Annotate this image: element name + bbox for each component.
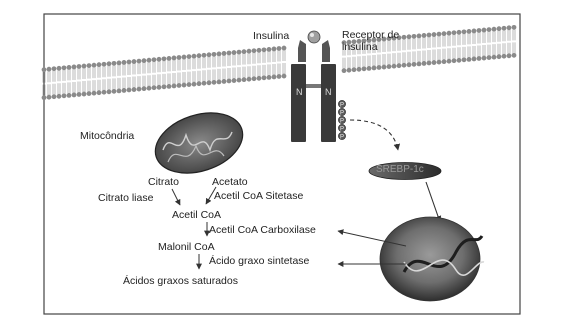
lipid-head — [282, 74, 287, 79]
lipid-head — [182, 55, 187, 60]
phosphate-mark: P — [340, 126, 345, 133]
mitochondria-shape — [148, 102, 251, 183]
lipid-head — [112, 61, 117, 66]
lipid-head — [272, 75, 277, 80]
phosphate-mark: P — [340, 110, 345, 117]
lipid-head — [237, 50, 242, 55]
lipid-head — [202, 53, 207, 58]
lipid-head — [432, 32, 437, 37]
lipid-head — [222, 79, 227, 84]
lipid-head — [77, 92, 82, 97]
lipid-head — [187, 54, 192, 59]
lipid-head — [197, 81, 202, 86]
lipid-head — [472, 29, 477, 34]
lipid-head — [52, 94, 57, 99]
lipid-head — [237, 78, 242, 83]
lipid-head — [472, 57, 477, 62]
insulin-highlight — [310, 33, 314, 37]
lipid-head — [277, 74, 282, 79]
lipid-head — [167, 84, 172, 89]
lipid-head — [227, 51, 232, 56]
lipid-head — [427, 61, 432, 66]
lipid-head — [492, 55, 497, 60]
lipid-head — [362, 66, 367, 71]
lipid-head — [272, 47, 277, 52]
lipid-head — [477, 56, 482, 61]
fatty-acid-synthase-label: Ácido graxo sintetase — [209, 255, 310, 267]
lipid-head — [257, 76, 262, 81]
lipid-head — [212, 52, 217, 57]
lipid-head — [427, 33, 432, 38]
malonylcoa-label: Malonil CoA — [158, 241, 215, 253]
insulin-receptor — [291, 40, 336, 142]
lipid-head — [417, 61, 422, 66]
lipid-head — [487, 55, 492, 60]
lipid-head — [452, 58, 457, 63]
lipid-head — [217, 79, 222, 84]
lipid-head — [457, 30, 462, 35]
lipid-head — [447, 59, 452, 64]
lipid-head — [417, 33, 422, 38]
lipid-head — [247, 49, 252, 54]
lipid-head — [192, 54, 197, 59]
lipid-head — [252, 48, 257, 53]
lipid-head — [117, 60, 122, 65]
lipid-head — [262, 75, 267, 80]
lipid-head — [227, 79, 232, 84]
nucleus — [380, 217, 484, 301]
lipid-head — [247, 77, 252, 82]
lipid-head — [112, 89, 117, 94]
lipid-head — [402, 63, 407, 68]
lipid-head — [397, 63, 402, 68]
lipid-head — [102, 90, 107, 95]
lipid-head — [82, 64, 87, 69]
lipid-head — [392, 64, 397, 69]
lipid-head — [462, 29, 467, 34]
lipid-head — [482, 56, 487, 61]
lipid-head — [72, 93, 77, 98]
lipid-head — [167, 56, 172, 61]
lipid-head — [467, 29, 472, 34]
lipid-head — [102, 62, 107, 67]
lipid-head — [487, 27, 492, 32]
lipid-head — [42, 67, 47, 72]
lipid-head — [217, 51, 222, 56]
lipid-head — [382, 65, 387, 70]
lipid-head — [452, 30, 457, 35]
activation-arrow — [350, 120, 398, 150]
receptor-n-right: N — [325, 87, 332, 97]
lipid-head — [147, 58, 152, 63]
phosphate-mark: P — [340, 118, 345, 125]
lipid-head — [47, 67, 52, 72]
lipid-head — [407, 62, 412, 67]
lipid-head — [122, 88, 127, 93]
acetate-label: Acetato — [212, 176, 248, 188]
lipid-head — [412, 34, 417, 39]
mitochondria-label: Mitocôndria — [80, 130, 135, 142]
lipid-head — [67, 93, 72, 98]
lipid-head — [512, 25, 517, 30]
lipid-head — [502, 26, 507, 31]
receptor-alpha-right — [322, 40, 330, 62]
lipid-head — [512, 53, 517, 58]
lipid-head — [502, 54, 507, 59]
lipid-head — [282, 46, 287, 51]
lipid-head — [62, 65, 67, 70]
lipid-head — [232, 78, 237, 83]
saturated-fatty-acids-label: Ácidos graxos saturados — [123, 275, 238, 287]
citrate-label: Citrato — [148, 176, 179, 188]
lipid-head — [277, 46, 282, 51]
acetylcoa-synthetase-label: Acetil CoA Sitetase — [214, 190, 304, 202]
acetylcoa-carboxylase-label: Acetil CoA Carboxilase — [209, 224, 316, 236]
lipid-head — [92, 91, 97, 96]
lipid-head — [142, 86, 147, 91]
lipid-head — [87, 63, 92, 68]
lipid-head — [92, 63, 97, 68]
lipid-head — [87, 91, 92, 96]
lipid-head — [267, 47, 272, 52]
lipid-head — [457, 58, 462, 63]
lipid-head — [372, 66, 377, 71]
lipid-head — [97, 62, 102, 67]
lipid-head — [77, 64, 82, 69]
lipid-head — [462, 57, 467, 62]
lipid-head — [507, 53, 512, 58]
acetylcoa-label: Acetil CoA — [172, 209, 222, 221]
lipid-head — [72, 65, 77, 70]
phosphate-mark: P — [340, 134, 345, 141]
lipid-head — [182, 83, 187, 88]
receptor-label: Receptor de insulina — [342, 29, 400, 53]
lipid-head — [67, 65, 72, 70]
lipid-head — [172, 56, 177, 61]
lipid-head — [137, 59, 142, 64]
lipid-head — [437, 60, 442, 65]
lipid-head — [347, 68, 352, 73]
lipid-head — [222, 51, 227, 56]
lipid-head — [127, 88, 132, 93]
lipid-head — [162, 84, 167, 89]
lipid-head — [192, 82, 197, 87]
lipid-head — [177, 55, 182, 60]
lipid-head — [492, 27, 497, 32]
insulin-label: Insulina — [253, 30, 290, 42]
lipid-head — [157, 85, 162, 90]
lipid-head — [442, 31, 447, 36]
lipid-head — [447, 31, 452, 36]
lipid-head — [367, 66, 372, 71]
lipid-head — [467, 57, 472, 62]
lipid-head — [342, 68, 347, 73]
lipid-head — [82, 92, 87, 97]
lipid-head — [402, 35, 407, 40]
lipid-head — [207, 52, 212, 57]
lipid-head — [252, 76, 257, 81]
lipid-head — [147, 86, 152, 91]
lipid-head — [497, 54, 502, 59]
lipid-head — [122, 60, 127, 65]
lipid-head — [62, 93, 67, 98]
citrate-lyase-label: Citrato liase — [98, 192, 154, 204]
lipid-head — [497, 26, 502, 31]
lipid-head — [57, 94, 62, 99]
lipid-head — [202, 81, 207, 86]
lipid-head — [172, 84, 177, 89]
lipid-head — [232, 50, 237, 55]
lipid-head — [242, 49, 247, 54]
receptor-alpha-left — [298, 40, 306, 62]
lipid-head — [377, 65, 382, 70]
lipid-head — [212, 80, 217, 85]
lipid-head — [57, 66, 62, 71]
lipid-head — [42, 95, 47, 100]
lipid-head — [507, 25, 512, 30]
lipid-head — [132, 87, 137, 92]
lipid-head — [242, 77, 247, 82]
lipid-head — [387, 64, 392, 69]
lipid-head — [422, 33, 427, 38]
lipid-head — [97, 90, 102, 95]
lipid-head — [47, 95, 52, 100]
receptor-bridge — [306, 84, 321, 88]
phosphate-mark: P — [340, 102, 345, 109]
lipid-head — [257, 48, 262, 53]
lipid-head — [482, 28, 487, 33]
lipid-head — [267, 75, 272, 80]
lipid-head — [477, 28, 482, 33]
srebp-label: SREBP-1c — [376, 164, 424, 175]
lipid-head — [407, 34, 412, 39]
lipid-head — [177, 83, 182, 88]
lipid-head — [142, 58, 147, 63]
lipid-head — [152, 57, 157, 62]
lipid-head — [157, 57, 162, 62]
lipid-head — [137, 87, 142, 92]
lipid-head — [437, 32, 442, 37]
lipid-head — [197, 53, 202, 58]
lipid-head — [432, 60, 437, 65]
lipid-head — [107, 61, 112, 66]
lipid-head — [127, 60, 132, 65]
insulin-molecule — [308, 31, 320, 43]
phosphate-group — [338, 100, 345, 140]
citrate-arrow — [172, 189, 180, 205]
lipid-head — [132, 59, 137, 64]
lipid-head — [442, 59, 447, 64]
lipid-head — [162, 56, 167, 61]
lipid-head — [187, 82, 192, 87]
lipid-head — [422, 61, 427, 66]
receptor-beta-right — [321, 64, 336, 142]
lipid-head — [412, 62, 417, 67]
lipid-head — [117, 88, 122, 93]
lipid-head — [207, 80, 212, 85]
lipid-head — [107, 89, 112, 94]
lipid-head — [152, 85, 157, 90]
receptor-beta-left — [291, 64, 306, 142]
lipid-head — [262, 47, 267, 52]
lipid-head — [357, 67, 362, 72]
srebp-to-nucleus-arrow — [426, 182, 440, 222]
receptor-n-left: N — [296, 87, 303, 97]
lipid-head — [52, 66, 57, 71]
lipid-head — [352, 67, 357, 72]
